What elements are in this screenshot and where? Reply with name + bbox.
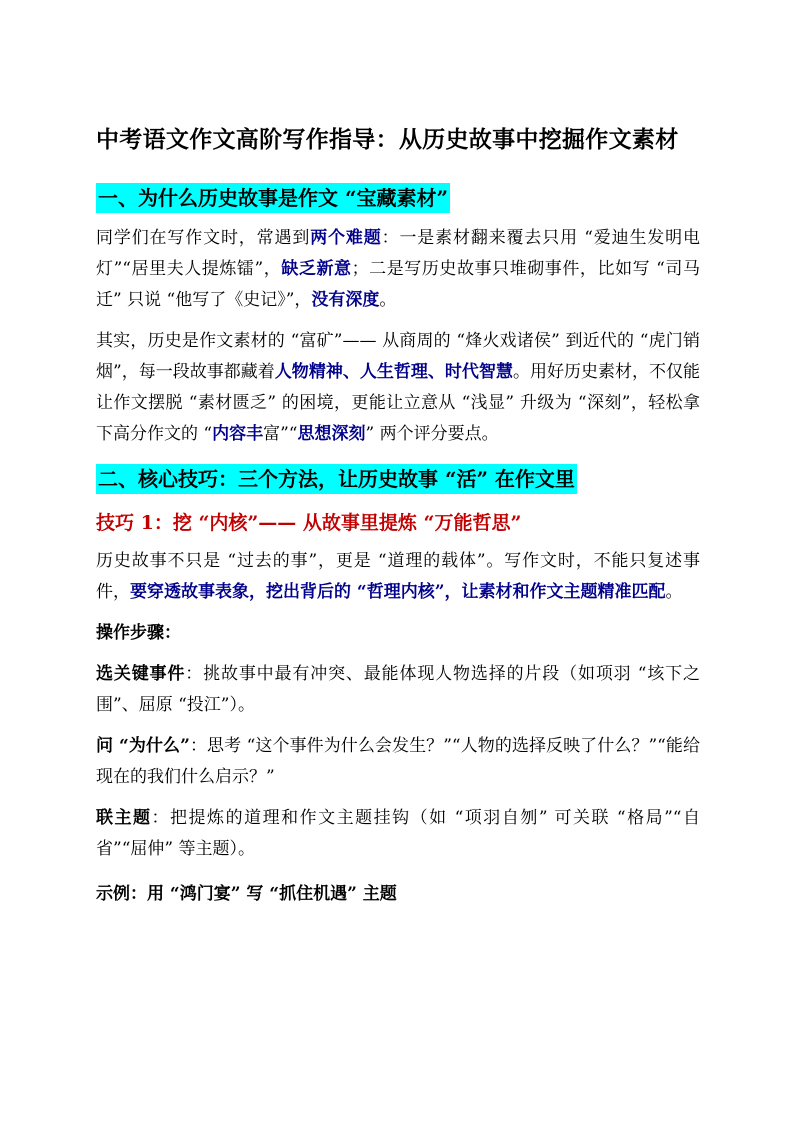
- highlight-text: 时代智慧: [444, 362, 513, 382]
- text-run: ；二是写历史故事只堆砌事件，比如写 “司马迁” 只说 “他写了《史记》”，: [96, 259, 700, 310]
- highlight-text: 要穿透故事表象，挖出背后的 “哲理内核”，让素材和作文主题精准匹配: [130, 582, 666, 602]
- step-3: [96, 803, 700, 865]
- section-heading-2: 二、核心技巧：三个方法，让历史故事 “活” 在作文里: [96, 464, 577, 494]
- step-2: [96, 731, 700, 793]
- document-title: 中考语文作文高阶写作指导：从历史故事中挖掘作文素材: [96, 126, 679, 153]
- section-heading-1: 一、为什么历史故事是作文 “宝藏素材”: [96, 183, 450, 213]
- text-run: 其实，历史是作文素材的 “富矿”—— 从商周的 “烽火戏诸侯” 到近代的 “虎门销烟”，每一段故事都藏着: [96, 331, 700, 382]
- highlight-text: 人生哲理: [359, 362, 428, 382]
- paragraph-2: [96, 326, 700, 450]
- step-label: 选关键事件: [96, 664, 186, 684]
- text-run: ：把提炼的道理和作文主题挂钩（如 “项羽自刎” 可关联 “格局”“自省”“屈伸” 等主题）。: [96, 808, 700, 859]
- step-label: 问 “为什么”: [96, 736, 190, 756]
- text-run: 富”“: [263, 424, 298, 444]
- text-run: 。: [379, 290, 397, 310]
- text-run: ：一是素材翻来覆去只用 “爱迪生发明电灯”“居里夫人提炼镭”，: [96, 228, 700, 279]
- text-run: ：思考 “这个事件为什么会发生？”“人物的选择反映了什么？”“能给现在的我们什么启示？”: [96, 736, 700, 787]
- paragraph-1: [96, 223, 700, 316]
- tip-heading-1: 技巧 1：挖 “内核”—— 从故事里提炼 “万能哲思”: [96, 512, 522, 534]
- text-run: 。用好历史素材，不仅能让作文摆脱 “素材匮乏” 的困境，更能让立意从 “浅显” 升级为 “深刻”，轻松拿下高分作文的 “: [96, 362, 701, 444]
- highlight-text: 缺乏新意: [281, 259, 352, 279]
- document-page: [96, 118, 700, 920]
- highlight-text: 、: [427, 362, 445, 382]
- step-label: 联主题: [96, 808, 152, 828]
- steps-label: 操作步骤：: [96, 623, 181, 643]
- text-run: ：挑故事中最有冲突、最能体现人物选择的片段（如项羽 “垓下之围”、屈原 “投江”）。: [96, 664, 701, 715]
- highlight-text: 两个难题: [310, 228, 382, 248]
- example-heading: 示例：用 “鸿门宴” 写 “抓住机遇” 主题: [96, 884, 397, 904]
- text-run: 历史故事不只是 “过去的事”，更是 “道理的载体”。写作文时，不能只复述事件，: [96, 551, 700, 602]
- highlight-text: 内容丰: [212, 424, 264, 444]
- paragraph-3: [96, 546, 700, 608]
- highlight-text: 思想深刻: [297, 424, 366, 444]
- text-run: 同学们在写作文时，常遇到: [96, 228, 311, 248]
- highlight-text: 、: [342, 362, 360, 382]
- text-run: 。: [665, 582, 683, 602]
- highlight-text: 没有深度: [311, 290, 380, 310]
- step-1: [96, 659, 700, 721]
- highlight-text: 人物精神: [274, 362, 343, 382]
- text-run: ” 两个评分要点。: [365, 424, 499, 444]
